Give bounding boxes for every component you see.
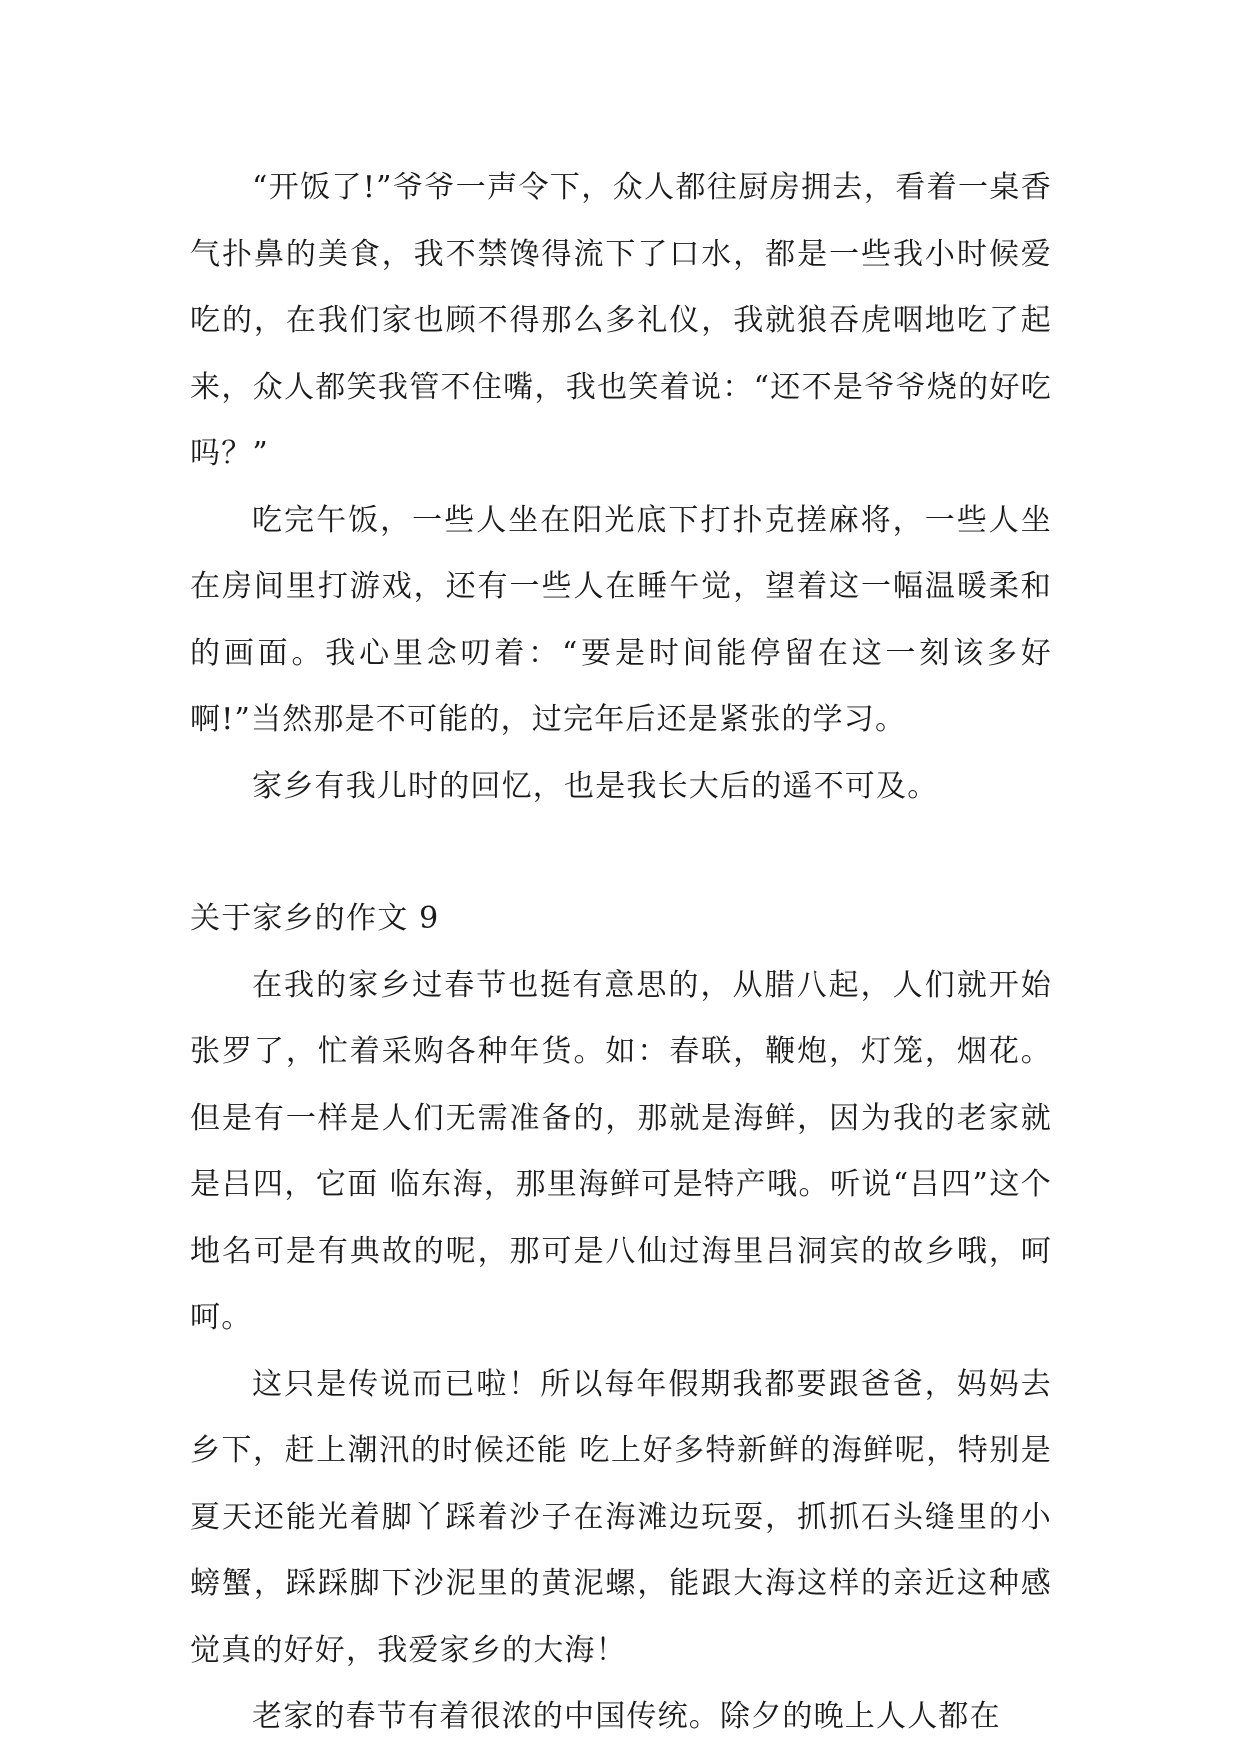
paragraph: “开饭了!”爷爷一声令下，众人都往厨房拥去，看着一桌香气扑鼻的美食，我不禁馋得流下了口水，都是一些我小时候爱吃的，在我们家也顾不得那么多礼仪，我就狼吞虎咽地吃了起来，众人都笑我管不住嘴，我也笑着说：“还不是爷爷烧的好吃吗？” [190, 170, 1052, 471]
paragraph: 这只是传说而已啦！所以每年假期我都要跟爸爸，妈妈去乡下，赶上潮汛的时候还能 吃上好多特新鲜的海鲜呢，特别是夏天还能光着脚丫踩着沙子在海滩边玩耍，抓抓石头缝里的小螃蟹，踩踩脚下沙泥里的黄泥螺，能跟大海这样的亲近这种感觉真的好好，我爱家乡的大海！ [190, 1366, 1052, 1668]
section-heading: 关于家乡的作文 9 [190, 901, 440, 936]
paragraph: 在我的家乡过春节也挺有意思的，从腊八起，人们就开始张罗了，忙着采购各种年货。如：春联，鞭炮，灯笼，烟花。但是有一样是人们无需准备的，那就是海鲜，因为我的老家就是吕四，它面 临东海，那里海鲜可是特产哦。听说“吕四”这个地名可是有典故的呢，那可是八仙过海里吕洞宾的故乡哦，呵呵。 [190, 967, 1052, 1335]
paragraph: 吃完午饭，一些人坐在阳光底下打扑克搓麻将，一些人坐在房间里打游戏，还有一些人在睡午觉，望着这一幅温暖柔和的画面。我心里念叨着：“要是时间能停留在这一刻该多好啊!”当然那是不可能的，过完年后还是紧张的学习。 [190, 502, 1052, 737]
paragraph: 家乡有我儿时的回忆，也是我长大后的遥不可及。 [252, 768, 939, 804]
document-body [190, 155, 1052, 1751]
paragraph: 老家的春节有着很浓的中国传统。除夕的晚上人人都在 [252, 1699, 1001, 1734]
